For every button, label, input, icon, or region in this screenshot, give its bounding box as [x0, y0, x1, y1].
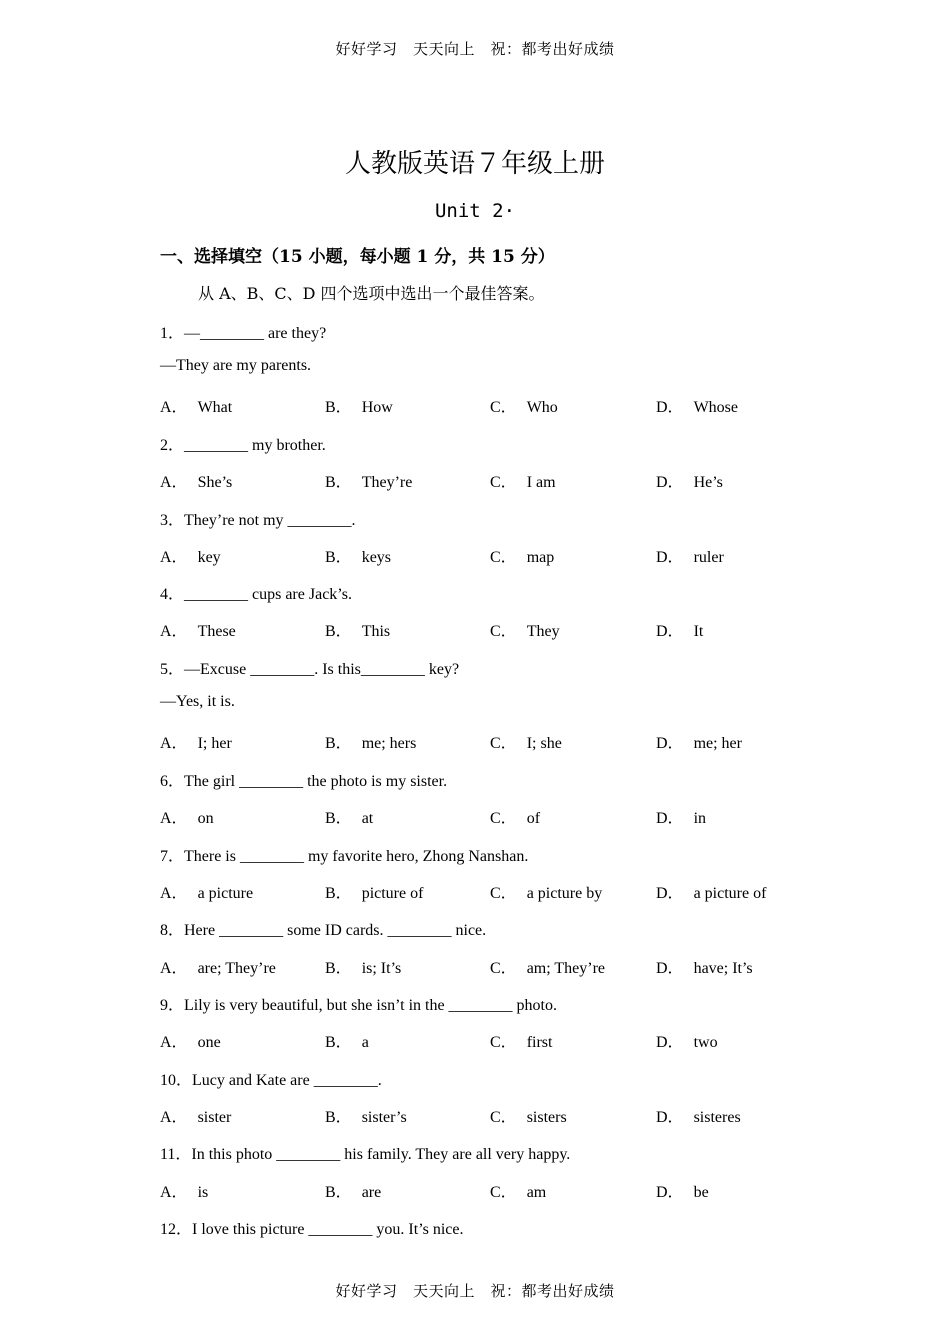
option-letter: C． — [490, 1109, 517, 1126]
question-stem: 5．—Excuse ________. Is this________ key? — [160, 661, 460, 678]
option-d[interactable] — [656, 880, 766, 903]
options-row — [160, 805, 840, 827]
option-letter: C． — [490, 1034, 517, 1051]
option-text: two — [693, 1034, 718, 1051]
option-text: I; she — [526, 735, 562, 752]
option-text: on — [197, 810, 214, 827]
option-letter: D． — [656, 1034, 684, 1051]
option-b[interactable] — [325, 1029, 369, 1052]
question-stem: 2．________ my brother. — [160, 437, 326, 454]
option-text: What — [197, 399, 233, 416]
option-text: are — [361, 1184, 382, 1201]
option-text: in — [693, 810, 707, 827]
option-b[interactable] — [325, 1179, 381, 1202]
option-letter: B． — [325, 885, 352, 902]
option-letter: B． — [325, 399, 352, 416]
option-letter: C． — [490, 549, 517, 566]
option-letter: B． — [325, 1034, 352, 1051]
option-text: be — [693, 1184, 709, 1201]
option-letter: A． — [160, 885, 188, 902]
option-letter: D． — [656, 1184, 684, 1201]
option-letter: D． — [656, 474, 684, 491]
option-letter: D． — [656, 549, 684, 566]
option-letter: C． — [490, 810, 517, 827]
options-row — [160, 880, 840, 902]
option-text: She’s — [197, 474, 233, 491]
option-c[interactable] — [490, 1104, 567, 1127]
option-letter: A． — [160, 549, 188, 566]
option-letter: B． — [325, 735, 352, 752]
option-c[interactable] — [490, 880, 602, 903]
option-letter: C． — [490, 399, 517, 416]
section-instruction: 从 A、B、C、D 四个选项中选出一个最佳答案。 — [198, 284, 545, 303]
option-letter: D． — [656, 810, 684, 827]
option-text: sisteres — [693, 1109, 741, 1126]
option-letter: D． — [656, 623, 684, 640]
question-stem: 9．Lily is very beautiful, but she isn’t in the ________ photo. — [160, 997, 558, 1014]
question-stem: 4．________ cups are Jack’s. — [160, 586, 352, 603]
options-row — [160, 1179, 840, 1201]
option-d[interactable] — [656, 730, 742, 753]
option-b[interactable] — [325, 394, 393, 417]
option-letter: A． — [160, 810, 188, 827]
question-stem: 11．In this photo ________ his family. They are all very happy. — [160, 1146, 571, 1163]
options-row — [160, 618, 840, 640]
option-letter: D． — [656, 399, 684, 416]
option-a[interactable] — [160, 955, 276, 978]
option-letter: D． — [656, 885, 684, 902]
question-stem: 1．—________ are they? — [160, 325, 327, 342]
option-c[interactable] — [490, 544, 554, 567]
option-text: is — [197, 1184, 209, 1201]
option-text: am — [526, 1184, 547, 1201]
question-stem: 3．They’re not my ________. — [160, 512, 356, 529]
question-stem: —They are my parents. — [160, 357, 312, 374]
option-letter: C． — [490, 885, 517, 902]
option-d[interactable] — [656, 618, 703, 641]
option-c[interactable] — [490, 730, 562, 753]
option-text: How — [361, 399, 393, 416]
page-header: 好好学习 天天向上 祝：都考出好成绩 — [335, 40, 615, 58]
option-a[interactable] — [160, 880, 253, 903]
option-letter: A． — [160, 623, 188, 640]
unit-subtitle: Unit 2· — [434, 200, 516, 222]
option-c[interactable] — [490, 469, 556, 492]
option-text: This — [361, 623, 391, 640]
option-a[interactable] — [160, 1104, 231, 1127]
page-title: 人教版英语７年级上册 — [344, 149, 605, 179]
option-letter: A． — [160, 735, 188, 752]
option-text: me; her — [693, 735, 742, 752]
option-d[interactable] — [656, 1029, 718, 1052]
option-text: They’re — [361, 474, 413, 491]
option-letter: A． — [160, 1034, 188, 1051]
option-a[interactable] — [160, 730, 232, 753]
option-text: have; It’s — [693, 960, 753, 977]
option-letter: B． — [325, 810, 352, 827]
option-text: sister’s — [361, 1109, 407, 1126]
option-text: sister — [197, 1109, 232, 1126]
question-stem: 12．I love this picture ________ you. It’s nice. — [160, 1221, 464, 1238]
option-b[interactable] — [325, 880, 423, 903]
option-letter: B． — [325, 623, 352, 640]
option-text: It — [693, 623, 704, 640]
option-text: Who — [526, 399, 558, 416]
options-row — [160, 730, 840, 752]
option-b[interactable] — [325, 955, 401, 978]
question-stem: —Yes, it is. — [160, 693, 235, 710]
options-row — [160, 955, 840, 977]
option-text: at — [361, 810, 374, 827]
option-a[interactable] — [160, 805, 214, 828]
page-footer: 好好学习 天天向上 祝：都考出好成绩 — [335, 1282, 615, 1300]
options-row — [160, 1104, 840, 1126]
option-letter: A． — [160, 1109, 188, 1126]
option-letter: C． — [490, 623, 517, 640]
question-stem: 8．Here ________ some ID cards. ________ nice. — [160, 922, 487, 939]
option-c[interactable] — [490, 1179, 546, 1202]
option-letter: A． — [160, 1184, 188, 1201]
option-b[interactable] — [325, 1104, 407, 1127]
option-a[interactable] — [160, 469, 232, 492]
option-d[interactable] — [656, 1104, 741, 1127]
option-a[interactable] — [160, 618, 236, 641]
option-text: He’s — [693, 474, 723, 491]
option-letter: D． — [656, 1109, 684, 1126]
option-text: Whose — [693, 399, 738, 416]
options-row — [160, 469, 840, 491]
question-stem: 10．Lucy and Kate are ________. — [160, 1072, 382, 1089]
option-text: a picture — [197, 885, 254, 902]
option-b[interactable] — [325, 544, 391, 567]
option-text: a picture of — [693, 885, 767, 902]
option-c[interactable] — [490, 394, 558, 417]
option-a[interactable] — [160, 544, 221, 567]
option-letter: A． — [160, 960, 188, 977]
option-a[interactable] — [160, 1029, 221, 1052]
option-letter: D． — [656, 960, 684, 977]
option-letter: B． — [325, 1184, 352, 1201]
option-text: me; hers — [361, 735, 417, 752]
option-text: a — [361, 1034, 369, 1051]
option-c[interactable] — [490, 1029, 552, 1052]
option-d[interactable] — [656, 544, 724, 567]
option-text: map — [526, 549, 555, 566]
option-text: am; They’re — [526, 960, 606, 977]
option-b[interactable] — [325, 469, 412, 492]
option-d[interactable] — [656, 469, 723, 492]
option-text: They — [526, 623, 560, 640]
option-letter: D． — [656, 735, 684, 752]
option-a[interactable] — [160, 1179, 208, 1202]
option-text: are; They’re — [197, 960, 276, 977]
option-letter: C． — [490, 474, 517, 491]
question-stem: 6．The girl ________ the photo is my sister. — [160, 773, 448, 790]
option-d[interactable] — [656, 805, 706, 828]
option-letter: B． — [325, 1109, 352, 1126]
option-text: I am — [526, 474, 556, 491]
option-c[interactable] — [490, 805, 540, 828]
option-c[interactable] — [490, 955, 605, 978]
option-text: a picture by — [526, 885, 603, 902]
option-letter: B． — [325, 549, 352, 566]
option-letter: A． — [160, 474, 188, 491]
option-text: picture of — [361, 885, 424, 902]
option-b[interactable] — [325, 618, 390, 641]
option-letter: A． — [160, 399, 188, 416]
options-row — [160, 1029, 840, 1051]
options-row — [160, 394, 840, 416]
option-text: I; her — [197, 735, 232, 752]
option-letter: C． — [490, 1184, 517, 1201]
options-row — [160, 544, 840, 566]
option-text: is; It’s — [361, 960, 402, 977]
option-text: one — [197, 1034, 221, 1051]
option-text: sisters — [526, 1109, 567, 1126]
option-text: first — [526, 1034, 553, 1051]
option-letter: C． — [490, 960, 517, 977]
option-a[interactable] — [160, 394, 232, 417]
option-d[interactable] — [656, 955, 753, 978]
option-b[interactable] — [325, 730, 416, 753]
option-text: of — [526, 810, 541, 827]
option-text: keys — [361, 549, 392, 566]
option-c[interactable] — [490, 618, 560, 641]
question-stem: 7．There is ________ my favorite hero, Zhong Nanshan. — [160, 848, 529, 865]
option-d[interactable] — [656, 1179, 709, 1202]
option-text: ruler — [693, 549, 724, 566]
option-b[interactable] — [325, 805, 373, 828]
option-d[interactable] — [656, 394, 738, 417]
section-heading: 一、选择填空（15 小题，每小题 1 分，共 15 分） — [160, 247, 555, 267]
option-letter: C． — [490, 735, 517, 752]
option-letter: B． — [325, 960, 352, 977]
option-text: These — [197, 623, 236, 640]
option-text: key — [197, 549, 221, 566]
option-letter: B． — [325, 474, 352, 491]
